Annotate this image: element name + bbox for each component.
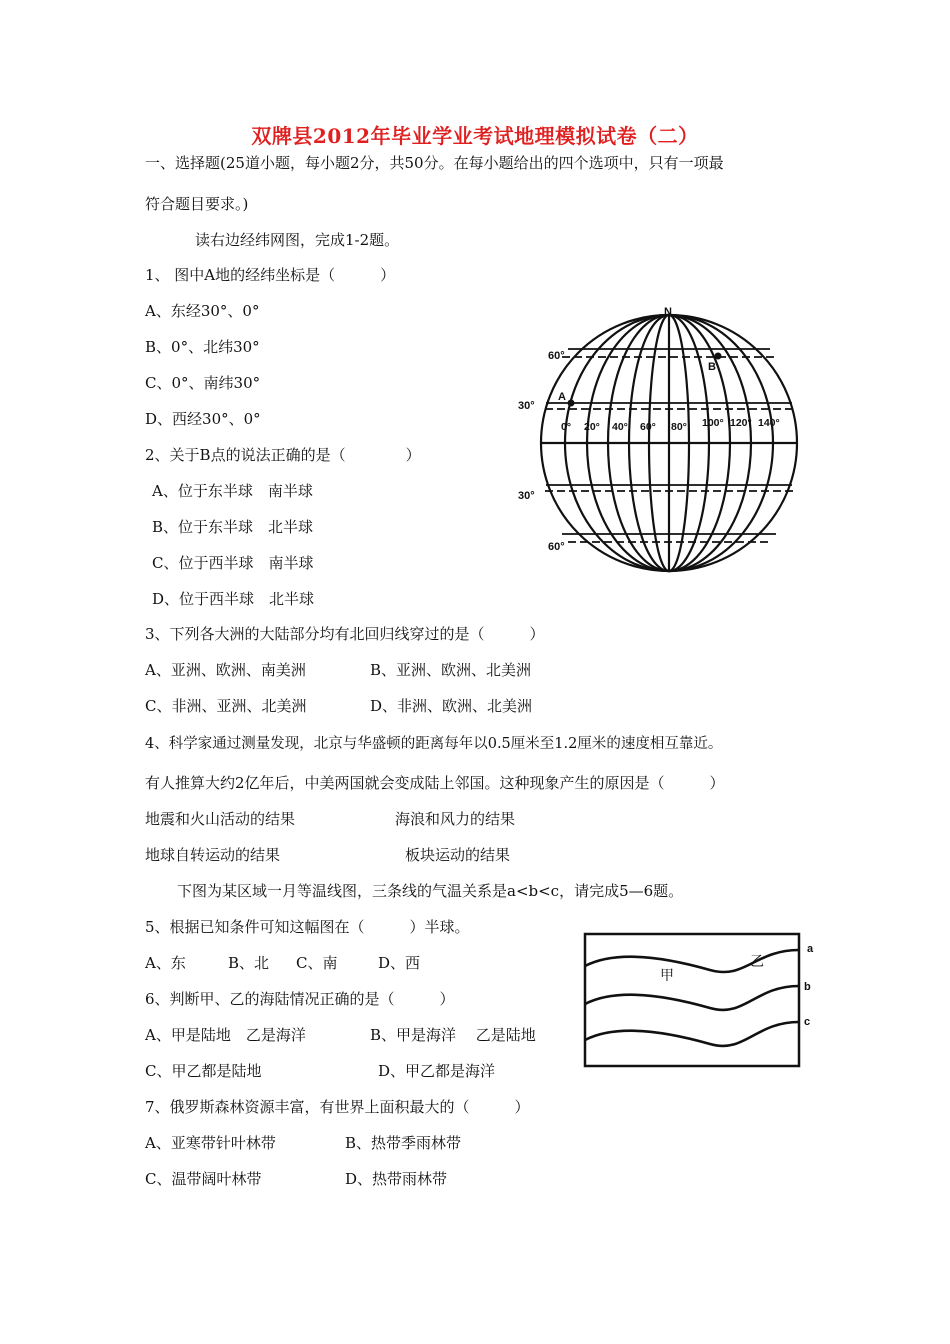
q1-option-a: A、东经30°、0°: [145, 302, 260, 320]
q1-option-d: D、西经30°、0°: [145, 410, 261, 428]
q3-option-b: B、亚洲、欧洲、北美洲: [370, 661, 532, 679]
q4-stem-line1: 4、科学家通过测量发现，北京与华盛顿的距离每年以0.5厘米至1.2厘米的速度相互靠近。: [145, 736, 723, 752]
point-a-label: A: [558, 391, 566, 403]
region-label-yi: 乙: [750, 953, 764, 969]
region-label-jia: 甲: [660, 967, 674, 983]
q2-option-b: B、位于东半球 北半球: [152, 518, 314, 536]
q5-option-a: A、东: [145, 954, 186, 972]
q1-option-b: B、0°、北纬30°: [145, 338, 260, 356]
lat-label-30s: 30°: [518, 490, 535, 502]
point-b-label: B: [708, 361, 716, 373]
q3-stem: 3、下列各大洲的大陆部分均有北回归线穿过的是（ ）: [145, 625, 545, 643]
q7-option-a: A、亚寒带针叶林带: [145, 1134, 276, 1152]
q6-option-a: A、甲是陆地 乙是海洋: [145, 1026, 306, 1044]
lon-label-0: 0°: [561, 421, 572, 433]
globe-graticule-figure: [508, 305, 808, 585]
north-label: N: [664, 306, 672, 318]
q4-stem-line2: 有人推算大约2亿年后，中美两国就会变成陆上邻国。这种现象产生的原因是（ ）: [145, 774, 725, 792]
q4-option-2: 海浪和风力的结果: [395, 810, 516, 828]
line-label-a: a: [807, 943, 814, 955]
lon-label-60: 60°: [640, 421, 656, 433]
isotherm-frame: [585, 934, 799, 1066]
q7-stem: 7、俄罗斯森林资源丰富，有世界上面积最大的（ ）: [145, 1098, 530, 1116]
q2-option-d: D、位于西半球 北半球: [152, 590, 315, 608]
q5-option-b: B、北: [228, 954, 270, 972]
q7-option-c: C、温带阔叶林带: [145, 1170, 262, 1188]
q1-option-c: C、0°、南纬30°: [145, 374, 261, 392]
q4-option-1: 地震和火山活动的结果: [145, 810, 296, 828]
intro-q1-2: 读右边经纬网图，完成1-2题。: [195, 231, 400, 249]
lat-label-60n: 60°: [548, 350, 565, 362]
line-label-c: c: [804, 1016, 811, 1028]
q2-option-c: C、位于西半球 南半球: [152, 554, 314, 572]
q3-option-a: A、亚洲、欧洲、南美洲: [145, 661, 306, 679]
q2-stem: 2、关于B点的说法正确的是（ ）: [145, 446, 421, 464]
q6-stem: 6、判断甲、乙的海陆情况正确的是（ ）: [145, 990, 455, 1008]
q2-option-a: A、位于东半球 南半球: [152, 482, 313, 500]
point-b-marker: [715, 353, 722, 360]
isotherm-line-b: [585, 986, 799, 1010]
lat-label-30n: 30°: [518, 400, 535, 412]
point-a-marker: [568, 400, 575, 407]
section-header-line2: 符合题目要求。): [145, 195, 249, 213]
lon-label-40: 40°: [612, 421, 628, 433]
q5-stem: 5、根据已知条件可知这幅图在（ ）半球。: [145, 918, 470, 936]
q4-option-4: 板块运动的结果: [405, 846, 511, 864]
lon-label-20: 20°: [584, 421, 600, 433]
lon-label-100: 100°: [702, 417, 724, 429]
q7-option-d: D、热带雨林带: [345, 1170, 448, 1188]
intro-q5-6: 下图为某区域一月等温线图，三条线的气温关系是a<b<c，请完成5—6题。: [177, 882, 684, 900]
q5-option-d: D、西: [378, 954, 421, 972]
lon-label-140: 140°: [758, 417, 780, 429]
q5-option-c: C、南: [296, 954, 338, 972]
q3-option-c: C、非洲、亚洲、北美洲: [145, 697, 307, 715]
line-label-b: b: [804, 981, 811, 993]
isotherm-figure: [580, 928, 830, 1073]
isotherm-line-c: [585, 1022, 799, 1046]
q3-option-d: D、非洲、欧洲、北美洲: [370, 697, 533, 715]
isotherm-line-a: [585, 950, 799, 972]
lon-label-80: 80°: [671, 421, 687, 433]
q1-stem: 1、 图中A地的经纬坐标是（ ）: [145, 266, 396, 284]
q6-option-c: C、甲乙都是陆地: [145, 1062, 262, 1080]
section-header-line1: 一、选择题(25道小题，每小题2分，共50分。在每小题给出的四个选项中，只有一项最: [145, 154, 724, 172]
lon-label-120: 120°: [730, 417, 752, 429]
q6-option-d: D、甲乙都是海洋: [378, 1062, 496, 1080]
lat-label-60s: 60°: [548, 541, 565, 553]
page-title: 双牌县2012年毕业学业考试地理模拟试卷（二）: [251, 124, 699, 148]
q6-option-b: B、甲是海洋 乙是陆地: [370, 1026, 536, 1044]
q4-option-3: 地球自转运动的结果: [145, 846, 281, 864]
q7-option-b: B、热带季雨林带: [345, 1134, 462, 1152]
